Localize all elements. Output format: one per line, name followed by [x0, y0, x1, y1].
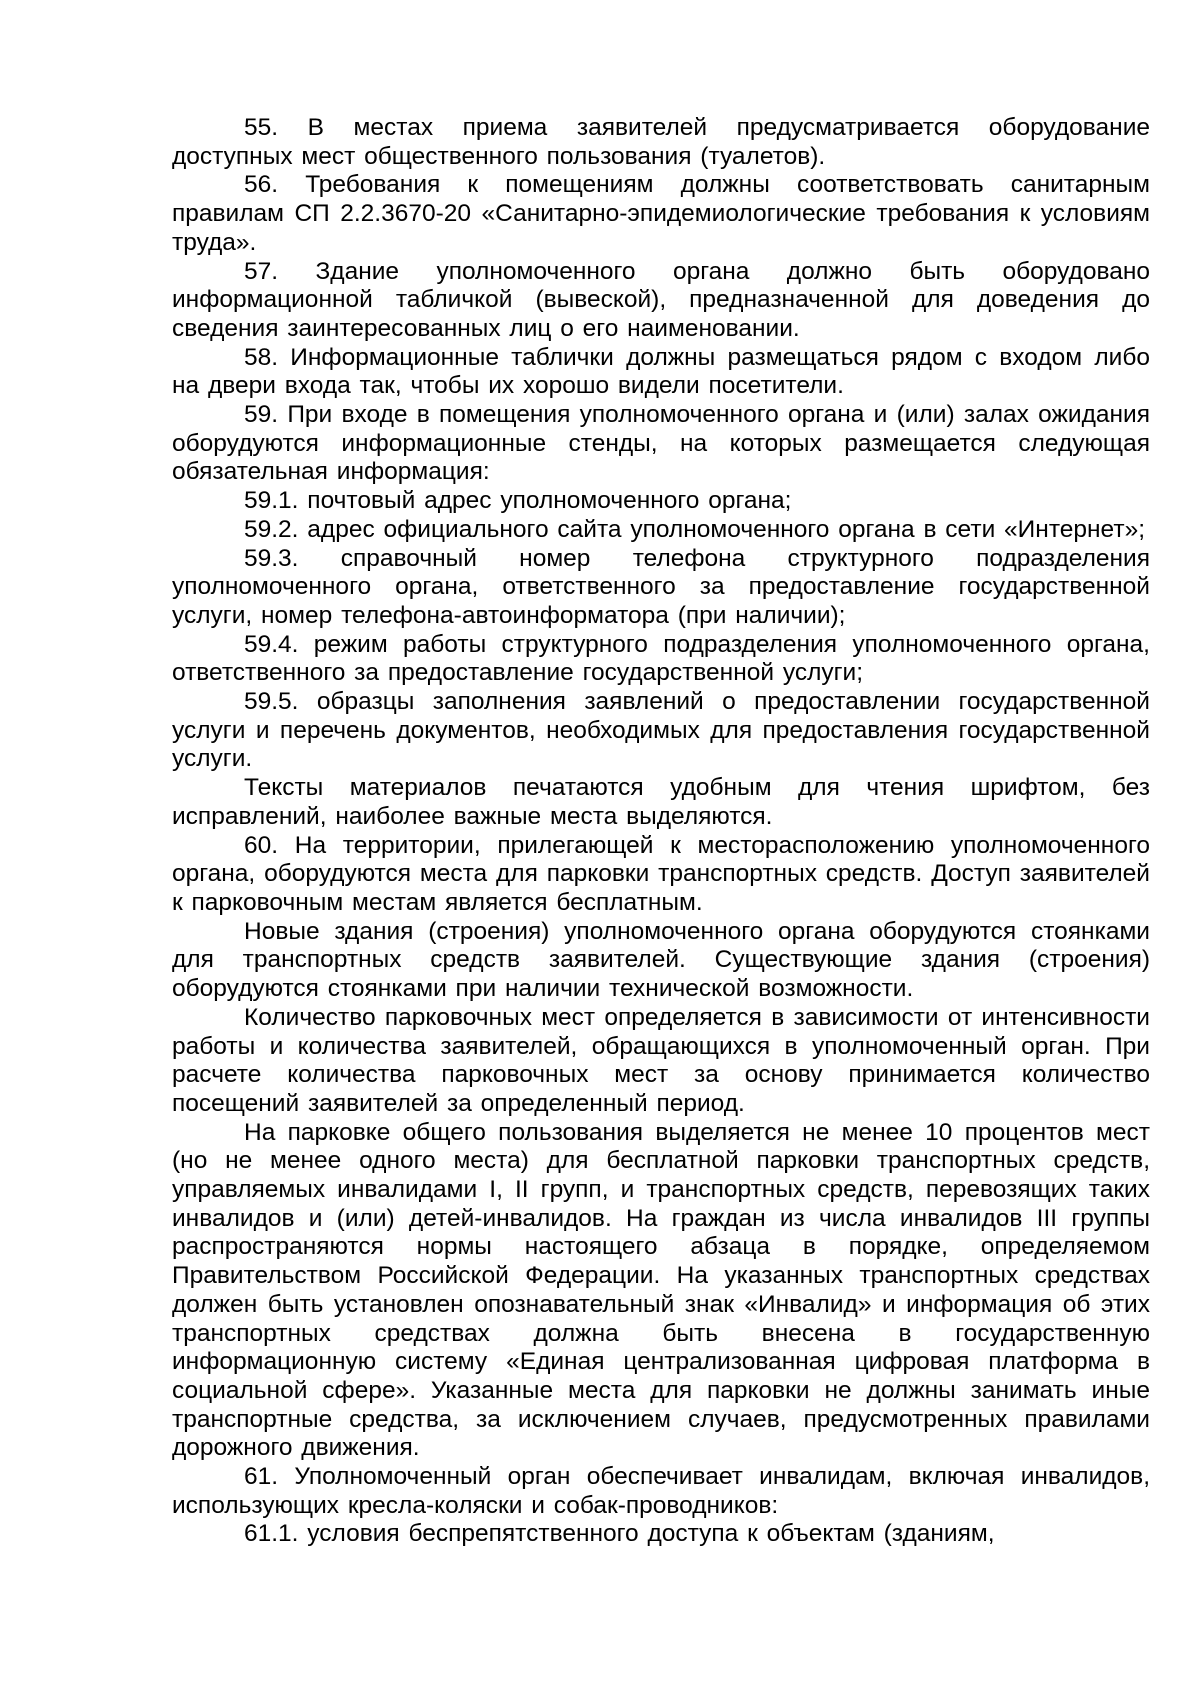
paragraph-59-3: 59.3. справочный номер телефона структурного подразделения уполномоченного органа, ответственного за предоставление государственной услуги, номер телефона-автоинформатора (при наличии); [172, 544, 1150, 629]
paragraph-59-4: 59.4. режим работы структурного подразделения уполномоченного органа, ответственного за предоставление государственной услуги; [172, 630, 1150, 687]
paragraph-55: 55. В местах приема заявителей предусматривается оборудование доступных мест общественного пользования (туалетов). [172, 114, 1150, 170]
paragraph-58: 58. Информационные таблички должны размещаться рядом с входом либо на двери входа так, чтобы их хорошо видели посетители. [172, 343, 1150, 400]
paragraph-57: 57. Здание уполномоченного органа должно быть оборудовано информационной табличкой (вывеской), предназначенной для доведения до сведения заинтересованных лиц о его наименовании. [172, 257, 1150, 342]
paragraph-59-2: 59.2. адрес официального сайта уполномоченного органа в сети «Интернет»; [244, 515, 1146, 543]
paragraph-59-1: 59.1. почтовый адрес уполномоченного органа; [244, 487, 792, 515]
paragraph-texts-font: Тексты материалов печатаются удобным для чтения шрифтом, без исправлений, наиболее важные места выделяются. [172, 774, 1150, 830]
paragraph-parking-count: Количество парковочных мест определяется в зависимости от интенсивности работы и количества заявителей, обращающихся в уполномоченный орган. При расчете количества парковочных мест за основу принимается количество посещений заявителей за определенный период. [172, 1003, 1150, 1117]
document-page [172, 114, 1150, 1549]
paragraph-61-1: 61.1. условия беспрепятственного доступа к объектам (зданиям, [244, 1520, 995, 1548]
paragraph-59: 59. При входе в помещения уполномоченного органа и (или) залах ожидания оборудуются информационные стенды, на которых размещается следующая обязательная информация: [172, 401, 1150, 486]
paragraph-disabled-parking: На парковке общего пользования выделяется не менее 10 процентов мест (но не менее одного места) для бесплатной парковки транспортных средств, управляемых инвалидами I, II групп, и транспортных средств, перевозящих таких инвалидов и (или) детей-инвалидов. На граждан из числа инвалидов III группы распространяются нормы настоящего абзаца в порядке, определяемом Правительством Российской Федерации. На указанных транспортных средствах должен быть установлен опознавательный знак «Инвалид» и информация об этих транспортных средствах должна быть внесена в государственную информационную систему «Единая централизованная цифровая платформа в социальной сфере». Указанные места для парковки не должны занимать иные транспортные средства, за исключением случаев, предусмотренных правилами дорожного движения. [172, 1118, 1150, 1462]
paragraph-61: 61. Уполномоченный орган обеспечивает инвалидам, включая инвалидов, использующих кресла-коляски и собак-проводников: [172, 1463, 1150, 1519]
paragraph-60: 60. На территории, прилегающей к месторасположению уполномоченного органа, оборудуются места для парковки транспортных средств. Доступ заявителей к парковочным местам является бесплатным. [172, 831, 1150, 916]
paragraph-new-buildings: Новые здания (строения) уполномоченного органа оборудуются стоянками для транспортных средств заявителей. Существующие здания (строения) оборудуются стоянками при наличии технической возможности. [172, 917, 1150, 1003]
paragraph-59-5: 59.5. образцы заполнения заявлений о предоставлении государственной услуги и перечень документов, необходимых для предоставления государственной услуги. [172, 688, 1150, 773]
paragraph-56: 56. Требования к помещениям должны соответствовать санитарным правилам СП 2.2.3670-20 «Санитарно-эпидемиологические требования к условиям труда». [172, 171, 1150, 256]
